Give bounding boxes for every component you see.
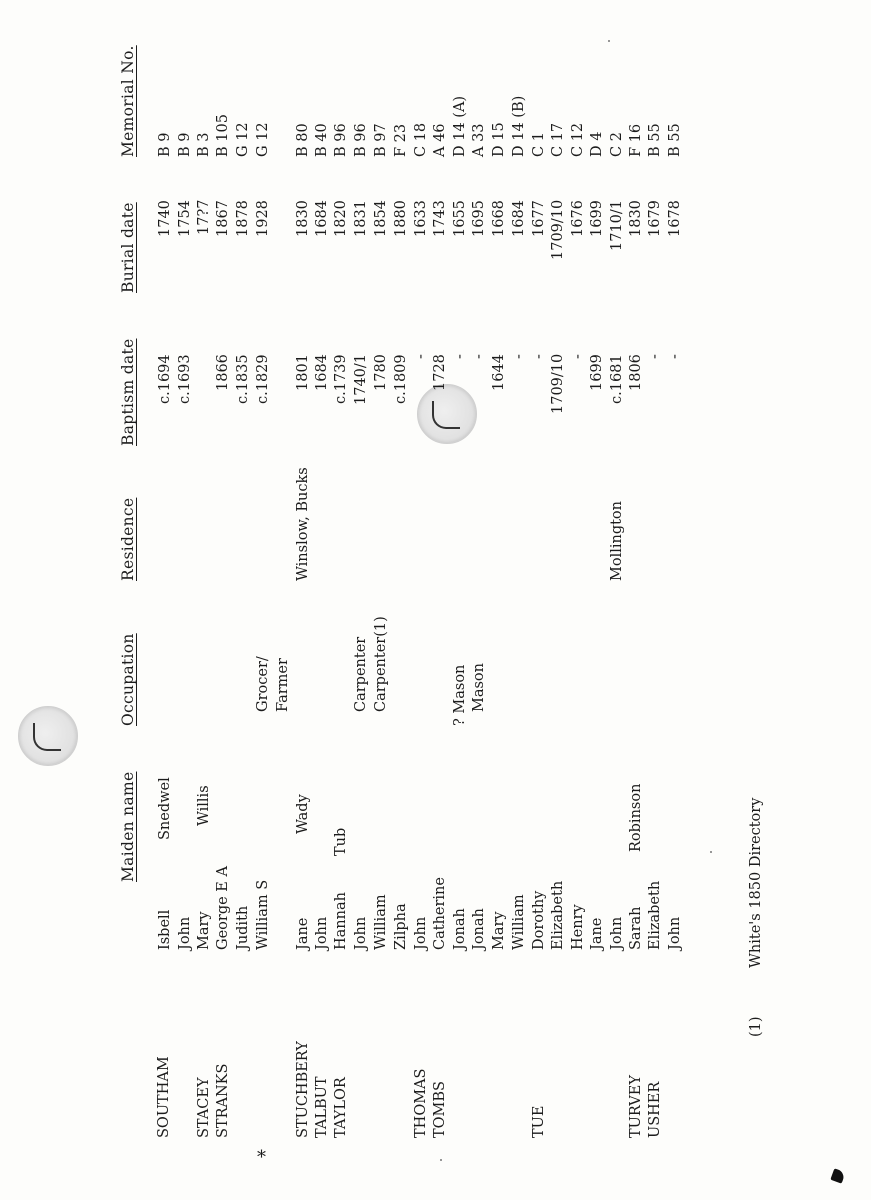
forename: Sarah [628,906,644,950]
memorial-no: C 18 [413,122,429,157]
surname: USHER [647,1081,663,1138]
baptism-date: - [531,354,547,359]
forename: Jonah [471,908,487,950]
forename: Elizabeth [550,880,566,950]
baptism-date: c.1809 [393,354,409,404]
memorial-no: B 97 [373,123,389,157]
memorial-no: B 9 [177,132,193,157]
burial-date: 1677 [531,200,547,237]
header-occupation: Occupation [119,633,137,726]
header-burial-date: Burial date [119,202,137,293]
forename: John [353,916,369,950]
burial-date: 1668 [491,200,507,237]
forename: George E A [215,866,231,950]
burial-date: 1699 [589,200,605,237]
memorial-no: D 14 (B) [511,95,527,157]
occupation: ? Mason [452,664,468,726]
maiden-name: Tub [333,827,349,856]
burial-date: 1679 [647,200,663,237]
memorial-no: B 55 [647,123,663,157]
forename: Zilpha [393,903,409,950]
burial-date: 1754 [177,200,193,237]
forename: Jane [589,917,605,950]
occupation: Carpenter(1) [373,616,389,712]
burial-date: 1678 [667,200,683,237]
residence: Mollington [609,500,625,581]
occupation: Farmer [275,658,291,712]
memorial-no: G 12 [255,122,271,157]
burial-date: 1684 [314,200,330,237]
forename: Judith [235,905,251,950]
header-baptism-date: Baptism date [119,338,137,446]
memorial-no: D 4 [589,131,605,157]
memorial-no: B 80 [295,123,311,157]
forename: Hannah [333,892,349,950]
memorial-no: B 105 [215,114,231,157]
burial-date: 1830 [628,200,644,237]
burial-date: 1695 [471,200,487,237]
forename: William S [255,879,271,950]
memorial-no: D 15 [491,122,507,157]
burial-date: 1830 [295,200,311,237]
corner-mark [830,1168,845,1183]
forename: Isbell [157,909,173,950]
occupation: Grocer/ [255,656,271,712]
baptism-date: - [413,354,429,359]
surname: STACEY [196,1077,212,1138]
speck [440,1159,442,1161]
header-residence: Residence [119,497,137,581]
burial-date: 17?7 [196,199,212,235]
punch-hole-middle [18,706,78,766]
memorial-no: D 14 (A) [452,95,468,157]
baptism-date: 1801 [295,354,311,391]
forename: John [667,916,683,950]
memorial-no: B 55 [667,123,683,157]
memorial-no: B 3 [196,132,212,157]
surname: STUCHBERY [295,1041,311,1138]
baptism-date: - [471,354,487,359]
forename: John [177,916,193,950]
punch-hole-curl [432,401,460,429]
forename: Jonah [452,908,468,950]
surname: THOMAS [413,1068,429,1138]
baptism-date: - [570,354,586,359]
forename: Jane [295,917,311,950]
speck [710,851,712,853]
footnote-number: (1) [748,1016,764,1037]
footnote-text: White's 1850 Directory [748,797,764,968]
memorial-no: C 12 [570,122,586,157]
baptism-date: 1866 [215,354,231,391]
forename: William [511,894,527,950]
burial-date: 1854 [373,200,389,237]
memorial-no: C 2 [609,132,625,157]
memorial-no: A 46 [432,123,448,157]
memorial-no: F 23 [393,123,409,157]
speck [608,40,610,42]
header-maiden-name: Maiden name [119,771,137,882]
memorial-no: F 16 [628,123,644,157]
baptism-date: c.1829 [255,354,271,404]
baptism-date: 1644 [491,354,507,391]
forename: Mary [196,911,212,950]
baptism-date: c.1681 [609,354,625,404]
baptism-date: - [452,354,468,359]
baptism-date: - [511,354,527,359]
occupation: Carpenter [353,636,369,712]
forename: John [314,916,330,950]
punch-hole-curl [33,723,61,751]
burial-date: 1684 [511,200,527,237]
burial-date: 1928 [255,200,271,237]
forename: Elizabeth [647,880,663,950]
baptism-date: 1740/1 [353,353,369,405]
baptism-date: - [647,354,663,359]
forename: William [373,894,389,950]
baptism-date: - [667,354,683,359]
memorial-no: G 12 [235,122,251,157]
memorial-no: B 96 [333,123,349,157]
asterisk-marker: * [257,1147,266,1168]
memorial-no: A 33 [471,123,487,157]
surname: TALBUT [314,1076,330,1138]
burial-date: 1709/10 [550,199,566,260]
baptism-date: 1709/10 [550,353,566,414]
burial-date: 1743 [432,200,448,237]
surname: TAYLOR [333,1077,349,1138]
baptism-date: c.1739 [333,354,349,404]
burial-date: 1633 [413,200,429,237]
memorial-no: C 1 [531,132,547,157]
residence: Winslow, Bucks [295,467,311,581]
burial-date: 1831 [353,200,369,237]
baptism-date: 1728 [432,354,448,391]
baptism-date: c.1693 [177,354,193,404]
burial-date: 1880 [393,200,409,237]
memorial-no: B 9 [157,132,173,157]
surname: TUE [531,1105,547,1138]
punch-hole-top [417,384,477,444]
burial-date: 1867 [215,200,231,237]
baptism-date: 1699 [589,354,605,391]
forename: John [609,916,625,950]
forename: Henry [570,904,586,950]
burial-date: 1710/1 [609,199,625,251]
burial-date: 1676 [570,200,586,237]
forename: Dorothy [531,890,547,950]
maiden-name: Snedwel [157,777,173,840]
forename: Catherine [432,877,448,950]
surname: TOMBS [432,1081,448,1138]
baptism-date: c.1694 [157,354,173,404]
burial-date: 1655 [452,200,468,237]
forename: Mary [491,911,507,950]
baptism-date: 1684 [314,354,330,391]
maiden-name: Wady [295,794,311,834]
occupation: Mason [471,662,487,712]
burial-date: 1878 [235,200,251,237]
baptism-date: c.1835 [235,354,251,404]
header-memorial-no: Memorial No. [119,45,137,157]
baptism-date: 1806 [628,354,644,391]
memorial-no: B 96 [353,123,369,157]
surname: TURVEY [628,1075,644,1138]
burial-date: 1740 [157,200,173,237]
maiden-name: Willis [196,785,212,826]
surname: STRANKS [215,1063,231,1138]
maiden-name: Robinson [628,783,644,852]
burial-date: 1820 [333,200,349,237]
forename: John [413,916,429,950]
memorial-no: B 40 [314,123,330,157]
surname: SOUTHAM [156,1056,172,1138]
baptism-date: 1780 [373,354,389,391]
memorial-no: C 17 [550,122,566,157]
